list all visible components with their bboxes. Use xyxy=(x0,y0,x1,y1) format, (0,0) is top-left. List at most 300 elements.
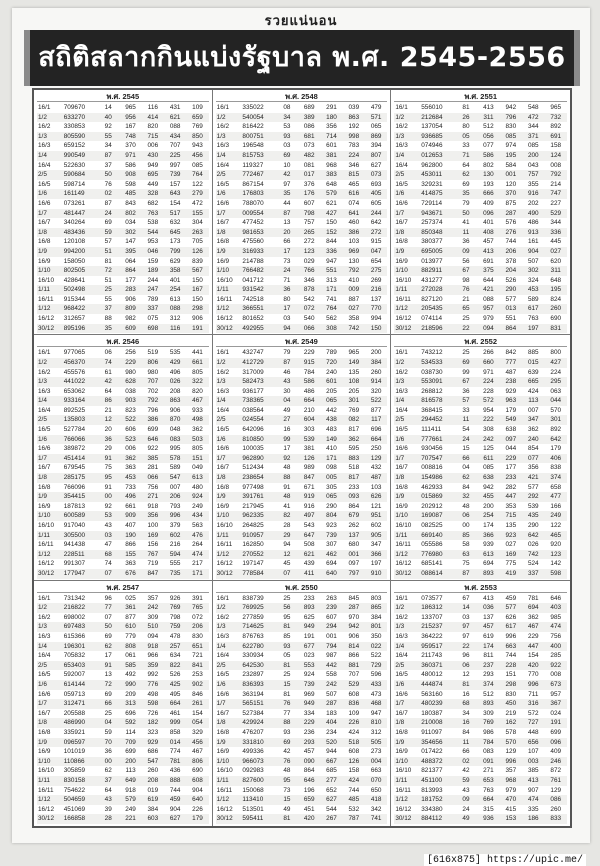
table-row xyxy=(37,738,209,748)
prize-number: 441 xyxy=(192,349,203,357)
first-prize: 892525 xyxy=(63,406,86,414)
prize-number: 022 xyxy=(365,642,387,652)
first-prize: 451100 xyxy=(420,776,455,786)
draw-date: 1/2 xyxy=(394,358,420,368)
first-prize: 821377 xyxy=(421,767,443,775)
prize-number: 149 xyxy=(320,435,342,445)
prize-number: 200 xyxy=(522,151,544,161)
prize-number: 538 xyxy=(147,219,159,227)
first-prize: 933164 xyxy=(63,396,97,406)
prize-number: 892 xyxy=(550,123,562,131)
table-row xyxy=(394,709,567,719)
draw-date: 1/9 xyxy=(37,738,63,748)
table-row xyxy=(394,189,567,199)
table-row xyxy=(37,483,209,493)
draw-date: 1/10 xyxy=(216,757,242,767)
prize-number: 204 xyxy=(500,266,522,276)
prize-number: 403 xyxy=(545,603,568,613)
table-row xyxy=(394,680,567,690)
prize-number: 427 xyxy=(545,358,568,368)
first-prize: 802505 xyxy=(63,266,97,276)
prize-number: 17 xyxy=(276,247,298,257)
prize-number: 963 xyxy=(500,396,522,406)
table-row xyxy=(394,473,567,483)
prize-number: 654 xyxy=(370,257,382,265)
prize-number: 658 xyxy=(550,483,562,491)
table-row xyxy=(394,492,567,502)
prize-number: 077 xyxy=(522,454,544,464)
table-row xyxy=(37,348,209,358)
first-prize: 968422 xyxy=(63,304,97,314)
prize-number: 279 xyxy=(186,189,208,199)
draw-date: 1/7 xyxy=(37,699,63,709)
first-prize: 312471 xyxy=(63,699,97,709)
prize-number: 682 xyxy=(147,199,159,207)
prize-number: 418 xyxy=(365,795,387,805)
first-prize: 815753 xyxy=(241,151,275,161)
prize-number: 579 xyxy=(320,189,342,199)
draw-date: 16/8 xyxy=(395,483,408,491)
draw-date: 1/4 xyxy=(394,642,420,652)
prize-number: 644 xyxy=(483,276,494,284)
prize-number: 744 xyxy=(169,786,181,794)
prize-number: 472 xyxy=(522,113,544,123)
table-row xyxy=(216,738,388,748)
prize-number: 467 xyxy=(522,622,544,632)
prize-number: 214 xyxy=(550,180,562,188)
table-row xyxy=(216,483,388,493)
prize-number: 864 xyxy=(119,266,141,276)
draw-date: 1/8 xyxy=(216,473,242,483)
prize-number: 461 xyxy=(169,709,181,717)
prize-number: 462 xyxy=(320,550,342,560)
prize-number: 038 xyxy=(125,387,136,395)
first-prize: 441022 xyxy=(63,377,97,387)
prize-number: 739 xyxy=(320,531,342,541)
prize-number: 673 xyxy=(545,680,568,690)
prize-number: 292 xyxy=(522,492,544,502)
prize-number: 00 xyxy=(97,492,119,502)
prize-number: 090 xyxy=(298,757,320,767)
prize-number: 640 xyxy=(186,795,208,805)
first-prize: 264825 xyxy=(242,522,264,530)
first-prize: 504659 xyxy=(63,795,97,805)
results-table xyxy=(394,103,567,333)
prize-number: 814 xyxy=(343,642,365,652)
first-prize: 816578 xyxy=(420,396,455,406)
prize-number: 33 xyxy=(462,142,470,150)
first-prize: 360371 xyxy=(420,661,455,671)
prize-number: 586 xyxy=(125,161,136,169)
draw-date: 1/2 xyxy=(394,113,420,123)
prize-number: 113 xyxy=(522,396,544,406)
first-prize: 024554 xyxy=(241,415,275,425)
draw-date: 16/9 xyxy=(395,502,408,510)
prize-number: 324 xyxy=(527,276,539,284)
table-row xyxy=(394,237,567,247)
prize-number: 287 xyxy=(320,699,342,709)
first-prize: 340264 xyxy=(63,219,86,227)
table-row xyxy=(216,377,388,387)
first-prize: 428641 xyxy=(63,276,86,284)
draw-date: 16/5 xyxy=(38,426,51,434)
year-title: พ.ศ. 2553 xyxy=(394,583,567,593)
prize-number: 176 xyxy=(298,189,320,199)
first-prize: 813993 xyxy=(421,786,443,794)
prize-number: 322 xyxy=(186,377,208,387)
prize-number: 013 xyxy=(500,304,522,314)
prize-number: 167 xyxy=(125,123,136,131)
prize-number: 529 xyxy=(545,209,568,219)
prize-number: 796 xyxy=(500,113,522,123)
prize-number: 157 xyxy=(169,180,181,188)
draw-date: 1/9 xyxy=(216,738,242,748)
prize-number: 647 xyxy=(298,531,320,541)
prize-number: 64 xyxy=(462,161,470,169)
first-prize: 462933 xyxy=(421,483,443,491)
prize-number: 76 xyxy=(276,699,298,709)
prize-number: 229 xyxy=(303,349,315,357)
first-prize: 481447 xyxy=(63,209,97,219)
prize-number: 285 xyxy=(550,652,562,660)
table-row xyxy=(37,805,209,815)
prize-number: 290 xyxy=(500,285,522,295)
prize-number: 487 xyxy=(505,368,517,376)
prize-number: 384 xyxy=(147,805,159,813)
prize-number: 103 xyxy=(348,238,360,246)
first-prize: 012653 xyxy=(420,151,455,161)
draw-date: 16/6 xyxy=(38,690,51,698)
prize-number: 779 xyxy=(125,633,136,641)
prize-number: 542 xyxy=(303,295,315,303)
draw-date: 16/2 xyxy=(38,123,51,131)
table-row xyxy=(216,170,388,180)
table-row xyxy=(37,218,209,228)
table-row xyxy=(394,276,567,286)
draw-date: 30/12 xyxy=(394,814,420,824)
table-row xyxy=(394,642,567,652)
prize-number: 69 xyxy=(455,358,477,368)
prize-number: 478 xyxy=(169,633,181,641)
prize-number: 006 xyxy=(147,142,159,150)
prize-number: 663 xyxy=(500,642,522,652)
prize-number: 001 xyxy=(326,633,337,641)
draw-date: 16/10 xyxy=(216,276,233,284)
draw-date: 16/5 xyxy=(38,671,51,679)
prize-number: 99 xyxy=(276,435,298,445)
prize-number: 283 xyxy=(119,285,141,295)
prize-number: 442 xyxy=(320,661,342,671)
prize-number: 842 xyxy=(505,349,517,357)
table-row xyxy=(216,415,388,425)
prize-number: 25 xyxy=(462,349,470,357)
draw-date: 16/8 xyxy=(216,728,230,736)
prize-number: 512 xyxy=(483,690,494,698)
prize-number: 267 xyxy=(320,814,342,824)
draw-date: 1/12 xyxy=(394,304,420,314)
prize-number: 93 xyxy=(283,728,291,736)
table-row xyxy=(216,613,388,623)
prize-number: 594 xyxy=(164,550,186,560)
table-row xyxy=(216,492,388,502)
prize-number: 92 xyxy=(276,454,298,464)
draw-date: 1/12 xyxy=(216,304,242,314)
first-prize: 238654 xyxy=(241,473,275,483)
prize-number: 386 xyxy=(343,228,365,238)
prize-number: 167 xyxy=(186,285,208,295)
prize-number: 085 xyxy=(483,464,494,472)
first-prize: 936685 xyxy=(420,132,455,142)
prize-number: 69 xyxy=(462,180,470,188)
prize-number: 607 xyxy=(326,613,337,621)
prize-number: 729 xyxy=(365,661,387,671)
table-row xyxy=(216,454,388,464)
prize-number: 578 xyxy=(164,454,186,464)
draw-date: 1/8 xyxy=(37,718,63,728)
prize-number: 04 xyxy=(97,718,119,728)
prize-number: 152 xyxy=(320,228,342,238)
table-row xyxy=(394,257,567,267)
prize-number: 777 xyxy=(500,358,522,368)
draw-date: 16/1 xyxy=(38,349,51,357)
table-row xyxy=(37,151,209,161)
prize-number: 56 xyxy=(462,257,470,265)
prize-number: 208 xyxy=(142,776,164,786)
prize-number: 409 xyxy=(550,748,562,756)
table-row xyxy=(394,454,567,464)
table-row xyxy=(394,632,567,642)
prize-number: 50 xyxy=(97,170,119,180)
first-prize: 714625 xyxy=(241,622,275,632)
prize-number: 386 xyxy=(142,415,164,425)
prize-number: 875 xyxy=(505,199,517,207)
prize-number: 228 xyxy=(483,387,494,395)
draw-date: 16/4 xyxy=(216,406,230,414)
first-prize: 335921 xyxy=(63,728,86,736)
prize-number: 93 xyxy=(276,642,298,652)
prize-number: 803 xyxy=(370,594,382,602)
prize-number: 57 xyxy=(104,238,112,246)
prize-number: 313 xyxy=(119,699,141,709)
prize-number: 621 xyxy=(164,113,186,123)
table-row xyxy=(37,237,209,247)
prize-number: 179 xyxy=(550,445,562,453)
prize-number: 610 xyxy=(119,622,141,632)
draw-date: 1/9 xyxy=(394,492,420,502)
first-prize: 805590 xyxy=(63,132,97,142)
prize-number: 435 xyxy=(522,511,544,521)
prize-number: 620 xyxy=(550,257,562,265)
prize-number: 294 xyxy=(320,622,342,632)
prize-number: 989 xyxy=(303,464,315,472)
prize-number: 359 xyxy=(142,661,164,671)
table-row xyxy=(37,377,209,387)
prize-number: 224 xyxy=(550,368,562,376)
prize-number: 123 xyxy=(298,247,320,257)
prize-number: 719 xyxy=(147,560,159,568)
prize-number: 836 xyxy=(343,699,365,709)
draw-date: 2/5 xyxy=(394,661,420,671)
prize-number: 309 xyxy=(147,613,159,621)
prize-number: 507 xyxy=(527,257,539,265)
table-row xyxy=(37,396,209,406)
prize-number: 287 xyxy=(343,603,365,613)
draw-date: 16/8 xyxy=(395,728,408,736)
prize-number: 483 xyxy=(326,426,337,434)
prize-number: 12 xyxy=(97,415,119,425)
prize-number: 498 xyxy=(147,690,159,698)
table-row xyxy=(216,747,388,757)
first-prize: 096597 xyxy=(63,738,97,748)
prize-number: 169 xyxy=(500,550,522,560)
prize-number: 690 xyxy=(192,767,203,775)
prize-number: 756 xyxy=(147,483,159,491)
prize-number: 180 xyxy=(320,113,342,123)
first-prize: 810850 xyxy=(241,435,275,445)
prize-number: 792 xyxy=(142,396,164,406)
draw-date: 1/8 xyxy=(394,718,420,728)
draw-date: 1/11 xyxy=(216,531,242,541)
prize-number: 885 xyxy=(527,349,539,357)
table-row xyxy=(37,444,209,454)
prize-number: 431 xyxy=(169,104,181,111)
year-title: พ.ศ. 2547 xyxy=(37,583,209,593)
prize-number: 287 xyxy=(500,209,522,219)
prize-number: 05 xyxy=(283,652,291,660)
table-row xyxy=(394,699,567,709)
prize-number: 846 xyxy=(192,690,203,698)
prize-number: 008 xyxy=(550,161,562,169)
prize-number: 15 xyxy=(462,445,470,453)
first-prize: 101019 xyxy=(63,748,86,756)
table-row xyxy=(394,651,567,661)
prize-number: 442 xyxy=(326,406,337,414)
prize-number: 247 xyxy=(142,285,164,295)
prize-number: 03 xyxy=(462,613,470,621)
first-prize: 659152 xyxy=(63,142,86,150)
prize-number: 34 xyxy=(104,142,112,150)
table-row xyxy=(216,511,388,521)
table-row xyxy=(216,266,388,276)
prize-number: 634 xyxy=(169,652,181,660)
prize-number: 16 xyxy=(462,690,470,698)
prize-number: 907 xyxy=(527,786,539,794)
prize-number: 35 xyxy=(455,189,477,199)
first-prize: 429924 xyxy=(241,718,275,728)
prize-number: 667 xyxy=(320,757,342,767)
prize-number: 378 xyxy=(505,257,517,265)
prize-number: 971 xyxy=(119,151,141,161)
draw-date: 16/4 xyxy=(395,161,408,169)
prize-number: 234 xyxy=(326,728,337,736)
prize-number: 070 xyxy=(365,776,387,786)
first-prize: 059713 xyxy=(63,690,86,698)
prize-number: 936 xyxy=(477,814,499,824)
draw-date: 16/5 xyxy=(216,671,230,679)
prize-number: 25 xyxy=(283,594,291,602)
prize-number: 71 xyxy=(283,276,291,284)
prize-number: 66 xyxy=(455,454,477,464)
prize-number: 69 xyxy=(104,690,112,698)
prize-number: 381 xyxy=(320,151,342,161)
prize-number: 24 xyxy=(455,435,477,445)
prize-number: 222 xyxy=(477,415,499,425)
draw-date: 16/5 xyxy=(395,671,408,679)
prize-number: 571 xyxy=(365,113,387,123)
prize-number: 698 xyxy=(142,324,164,334)
table-row xyxy=(394,747,567,757)
prize-number: 311 xyxy=(477,113,499,123)
table-row xyxy=(394,728,567,738)
prize-number: 497 xyxy=(298,511,320,521)
prize-number: 596 xyxy=(370,671,382,679)
table-row xyxy=(37,324,209,334)
prize-number: 298 xyxy=(186,304,208,314)
prize-number: 578 xyxy=(505,728,517,736)
prize-number: 913 xyxy=(522,228,544,238)
prize-number: 229 xyxy=(527,633,539,641)
prize-number: 179 xyxy=(505,406,517,414)
draw-date: 1/4 xyxy=(37,396,63,406)
prize-number: 847 xyxy=(298,473,320,483)
first-prize: 013977 xyxy=(421,257,443,265)
draw-date: 1/4 xyxy=(216,396,242,406)
publication-logo: รวยแน่นอน xyxy=(264,13,338,28)
table-row xyxy=(216,699,388,709)
prize-number: 998 xyxy=(343,132,365,142)
prize-number: 25 xyxy=(283,671,291,679)
prize-number: 017 xyxy=(298,170,320,180)
year-title: พ.ศ. 2550 xyxy=(216,583,388,593)
first-prize: 272028 xyxy=(420,285,455,295)
prize-number: 67 xyxy=(455,266,477,276)
draw-date: 16/9 xyxy=(395,257,408,265)
prize-number: 702 xyxy=(147,387,159,395)
table-row xyxy=(216,728,388,738)
prize-number: 21 xyxy=(104,406,112,414)
prize-number: 44 xyxy=(283,199,291,207)
table-row xyxy=(394,757,567,767)
draw-date: 1/11 xyxy=(37,285,63,295)
prize-number: 906 xyxy=(169,406,181,414)
draw-date: 1/7 xyxy=(394,454,420,464)
prize-number: 551 xyxy=(505,315,517,323)
prize-number: 939 xyxy=(483,541,494,549)
year-block xyxy=(34,90,213,335)
prize-number: 17 xyxy=(276,304,298,314)
prize-number: 968 xyxy=(326,161,337,169)
first-prize: 754622 xyxy=(63,786,86,794)
prize-number: 887 xyxy=(348,295,360,303)
prize-number: 844 xyxy=(326,238,337,246)
table-row xyxy=(37,502,209,512)
prize-number: 420 xyxy=(298,814,320,824)
draw-date: 16/9 xyxy=(216,748,230,756)
first-prize: 990549 xyxy=(63,151,97,161)
prize-number: 260 xyxy=(550,805,562,813)
table-row xyxy=(216,661,388,671)
table-row xyxy=(394,540,567,550)
table-row xyxy=(37,603,209,613)
prize-number: 503 xyxy=(186,435,208,445)
prize-number: 520 xyxy=(320,738,342,748)
draw-date: 16/7 xyxy=(216,709,230,717)
first-prize: 017422 xyxy=(421,748,443,756)
prize-number: 221 xyxy=(119,814,141,824)
first-prize: 480012 xyxy=(421,671,443,679)
prize-number: 707 xyxy=(348,671,360,679)
prize-number: 76 xyxy=(104,180,112,188)
